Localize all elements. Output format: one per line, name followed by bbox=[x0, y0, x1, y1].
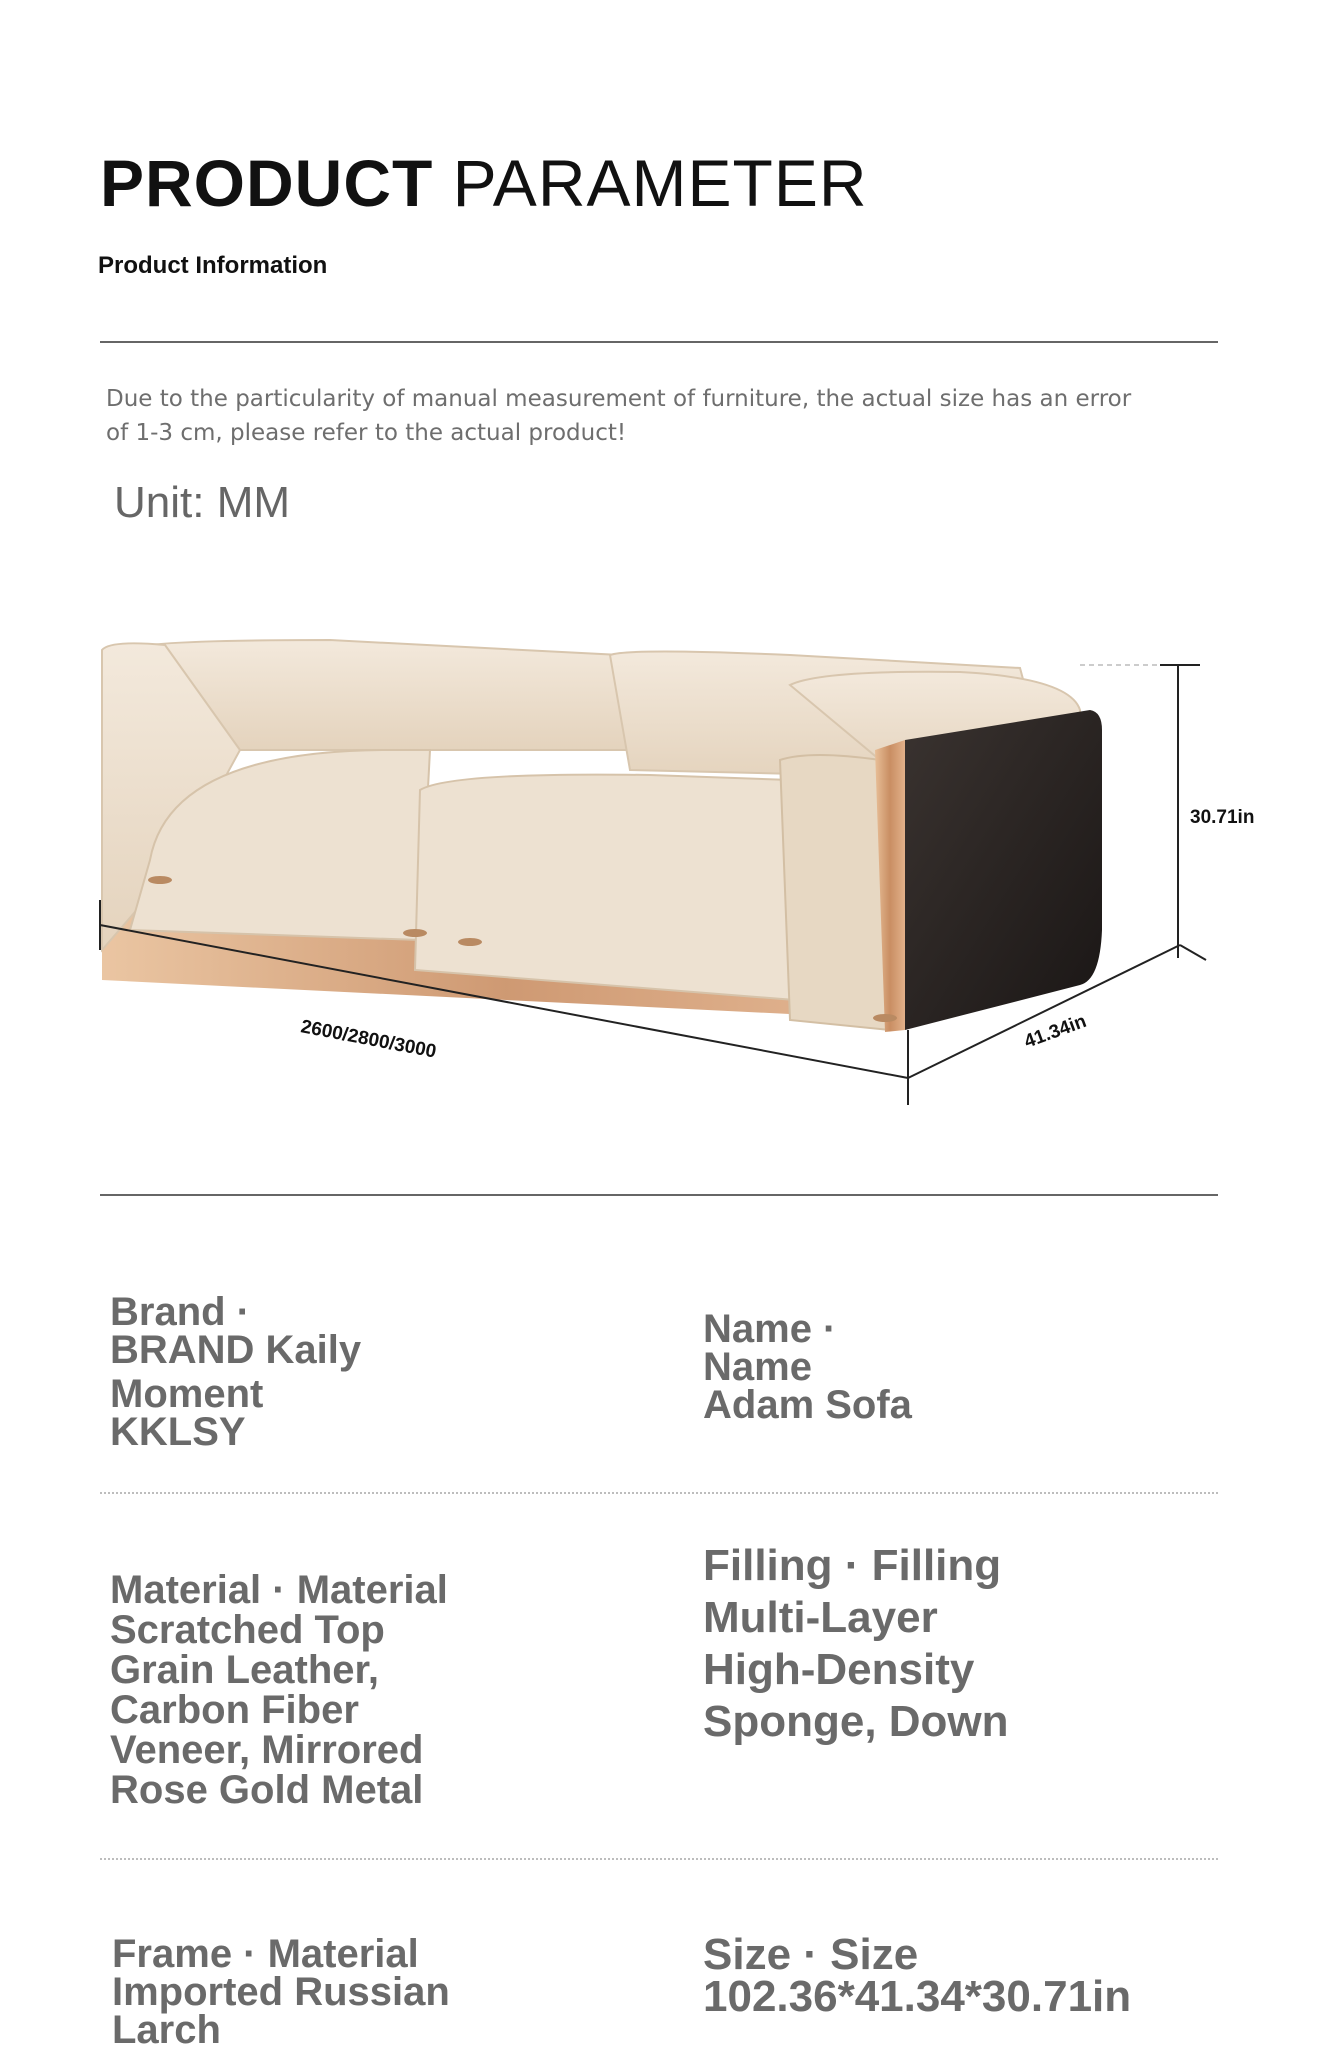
param-material bbox=[110, 1570, 448, 1810]
param-name bbox=[703, 1307, 912, 1427]
param-material-value-4: Veneer, Mirrored bbox=[110, 1728, 424, 1772]
length-label: 2600/2800/3000 bbox=[299, 1016, 438, 1063]
depth-tick bbox=[1180, 945, 1206, 960]
param-frame bbox=[112, 1932, 450, 2052]
param-material-value-5: Rose Gold Metal bbox=[110, 1768, 424, 1812]
param-frame-heading: Frame · Material bbox=[112, 1932, 419, 1976]
param-filling-value-2: High-Density bbox=[703, 1645, 975, 1694]
param-brand-heading: Brand · bbox=[110, 1290, 250, 1334]
sofa-foot bbox=[148, 876, 172, 884]
unit-label: Unit: MM bbox=[114, 478, 290, 527]
param-brand-value-1: BRAND Kaily bbox=[110, 1328, 362, 1372]
sofa-right-arm-inner bbox=[780, 755, 890, 1030]
page-title bbox=[100, 146, 868, 220]
param-size bbox=[703, 1930, 1132, 2021]
sofa-illustration bbox=[90, 600, 1290, 1120]
param-filling bbox=[703, 1540, 1009, 1748]
sofa-foot bbox=[458, 938, 482, 946]
param-filling-heading: Filling · Filling bbox=[703, 1541, 1002, 1590]
param-name-value-2: Adam Sofa bbox=[703, 1383, 912, 1427]
sofa-foot bbox=[403, 929, 427, 937]
notice-line-1: Due to the particularity of manual measurement of furniture, the actual size has an error bbox=[106, 386, 1132, 412]
notice-line-2: of 1-3 cm, please refer to the actual product! bbox=[106, 420, 627, 446]
param-filling-value-3: Sponge, Down bbox=[703, 1697, 1009, 1746]
param-brand-value-2: Moment bbox=[110, 1372, 264, 1416]
param-material-value-1: Scratched Top bbox=[110, 1608, 385, 1652]
title-light: PARAMETER bbox=[452, 146, 868, 220]
depth-label: 41.34in bbox=[1021, 1010, 1090, 1053]
measurement-notice bbox=[106, 382, 1226, 450]
title-bold: PRODUCT bbox=[100, 146, 434, 220]
param-brand bbox=[110, 1290, 362, 1454]
sofa-seat-right bbox=[415, 775, 795, 1000]
divider-top bbox=[100, 341, 1218, 343]
param-name-heading: Name · bbox=[703, 1307, 837, 1351]
sofa-drawing bbox=[90, 600, 1290, 1120]
sofa-carbon-panel bbox=[905, 710, 1102, 1030]
param-name-value-1: Name bbox=[703, 1345, 812, 1389]
param-filling-value-1: Multi-Layer bbox=[703, 1593, 938, 1642]
divider-dotted-1 bbox=[100, 1492, 1218, 1494]
param-size-heading: Size · Size bbox=[703, 1930, 919, 1979]
param-frame-value-1: Imported Russian bbox=[112, 1970, 450, 2014]
param-material-value-3: Carbon Fiber bbox=[110, 1688, 359, 1732]
page-subtitle: Product Information bbox=[98, 252, 328, 279]
param-material-heading: Material · Material bbox=[110, 1568, 448, 1612]
divider-dotted-2 bbox=[100, 1858, 1218, 1860]
divider-middle bbox=[100, 1194, 1218, 1196]
param-frame-value-2: Larch bbox=[112, 2008, 221, 2052]
sofa-foot bbox=[873, 1014, 897, 1022]
param-brand-value-3: KKLSY bbox=[110, 1410, 246, 1454]
param-size-value-1: 102.36*41.34*30.71in bbox=[703, 1972, 1132, 2021]
param-material-value-2: Grain Leather, bbox=[110, 1648, 379, 1692]
height-label: 30.71in bbox=[1190, 807, 1255, 828]
